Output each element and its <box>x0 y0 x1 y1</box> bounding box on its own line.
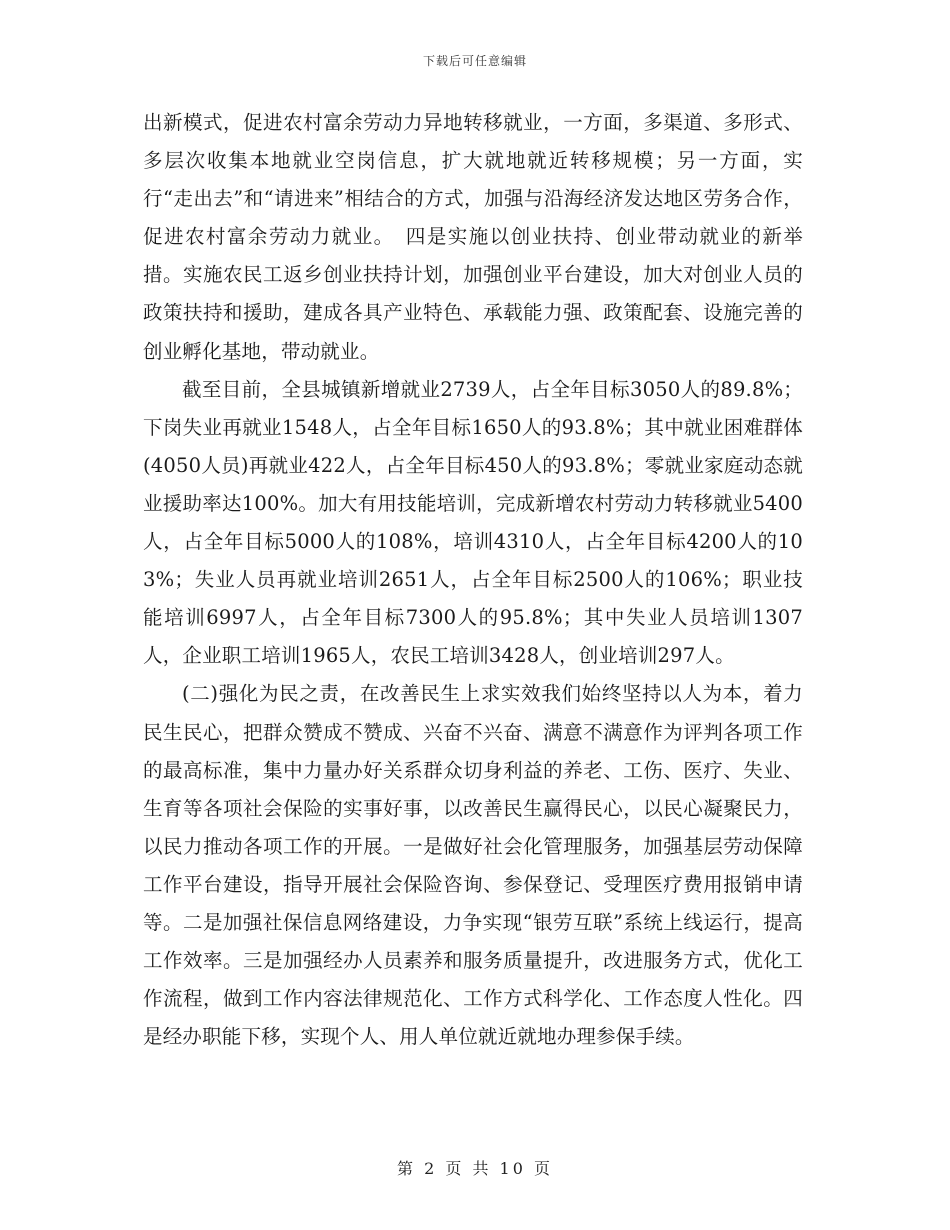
paragraph-continuation: 出新模式，促进农村富余劳动力异地转移就业，一方面，多渠道、多形式、多层次收集本地就业空岗信息，扩大就地就近转移规模；另一方面，实行“走出去”和“请进来”相结合的方式，加强与沿海经济发达地区劳务合作，促进农村富余劳动力就业。 四是实施以创业扶持、创业带动就业的新举措。实施农民工返乡创业扶持计划，加强创业平台建设，加大对创业人员的政策扶持和援助，建成各具产业特色、承载能力强、政策配套、设施完善的创业孵化基地，带动就业。 <box>143 111 803 363</box>
page-header: 下载后可任意编辑 <box>422 54 527 68</box>
paragraph-livelihood: (二)强化为民之责，在改善民生上求实效我们始终坚持以人为本，着力民生民心，把群众赞成不赞成、兴奋不兴奋、满意不满意作为评判各项工作的最高标准，集中力量办好关系群众切身利益的养老、工伤、医疗、失业、生育等各项社会保险的实事好事，以改善民生赢得民心，以民心凝聚民力，以民力推动各项工作的开展。一是做好社会化管理服务，加强基层劳动保障工作平台建设，指导开展社会保险咨询、参保登记、受理医疗费用报销申请等。二是加强社保信息网络建设，力争实现“银劳互联”系统上线运行，提高工作效率。三是加强经办人员素养和服务质量提升，改进服务方式，优化工作流程，做到工作内容法律规范化、工作方式科学化、工作态度人性化。四是经办职能下移，实现个人、用人单位就近就地办理参保手续。 <box>143 682 803 1049</box>
page-footer: 第 2 页 共 10 页 <box>397 1159 553 1178</box>
paragraph-employment-stats: 截至目前，全县城镇新增就业2739人，占全年目标3050人的89.8%；下岗失业再就业1548人，占全年目标1650人的93.8%；其中就业困难群体(4050人员)再就业422人，占全年目标450人的93.8%；零就业家庭动态就业援助率达100%。加大有用技能培训，完成新增农村劳动力转移就业5400人，占全年目标5000人的108%，培训4310人，占全年目标4200人的103%；失业人员再就业培训2651人，占全年目标2500人的106%；职业技能培训6997人，占全年目标7300人的95.8%；其中失业人员培训1307人，企业职工培训1965人，农民工培训3428人，创业培训297人。 <box>143 377 803 668</box>
body-content <box>143 104 803 1056</box>
